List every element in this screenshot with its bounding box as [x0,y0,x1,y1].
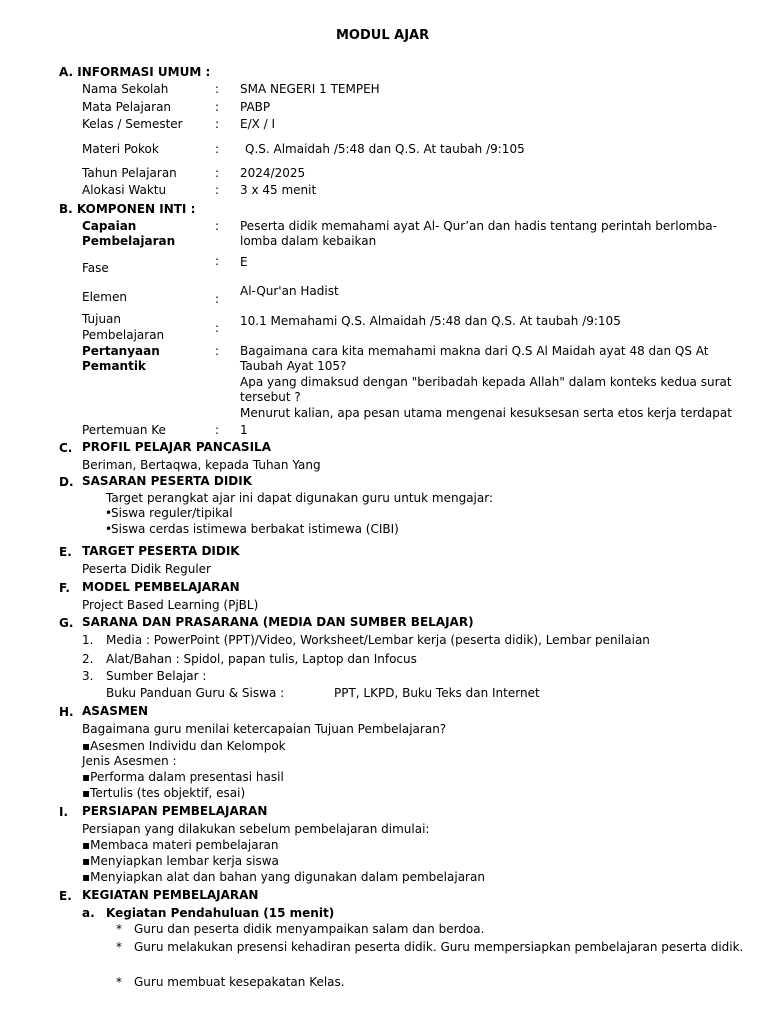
field-value: Q.S. Almaidah /5:48 dan Q.S. At taubah /9:105 [245,142,525,156]
field-colon: : [215,344,220,358]
list-number: 3. [82,669,94,683]
section-e-text: Peserta Didik Reguler [82,562,211,576]
field-colon: : [215,219,220,233]
field-label: Nama Sekolah [82,82,169,96]
sumber-value: PPT, LKPD, Buku Teks dan Internet [334,686,540,700]
elemen-value: Al-Qur'an Hadist [240,284,339,298]
section-b-heading: B. KOMPONEN INTI : [59,202,196,216]
tujuan-label: Tujuan [82,312,122,326]
capaian-value: lomba dalam kebaikan [240,234,377,248]
field-colon: : [215,100,220,114]
section-letter: I. [59,805,69,819]
section-letter: C. [59,441,73,455]
field-colon: : [215,292,220,306]
section-letter: D. [59,475,74,489]
field-value: SMA NEGERI 1 TEMPEH [240,82,380,96]
section-i-line: ▪Membaca materi pembelajaran [82,838,279,852]
pertemuan-value: 1 [240,423,248,437]
pertanyaan-value: tersebut ? [240,390,301,404]
section-letter: E. [59,545,72,559]
pertemuan-label: Pertemuan Ke [82,423,166,437]
section-f-heading: MODEL PEMBELAJARAN [82,580,240,594]
section-i-line: Persiapan yang dilakukan sebelum pembelajaran dimulai: [82,822,430,836]
field-colon: : [215,117,220,131]
list-item: Media : PowerPoint (PPT)/Video, Worksheet/Lembar kerja (peserta didik), Lembar penilaian [106,633,650,647]
section-c-heading: PROFIL PELAJAR PANCASILA [82,440,271,454]
tujuan-value: 10.1 Memahami Q.S. Almaidah /5:48 dan Q.S. At taubah /9:105 [240,314,621,328]
fase-label: Fase [82,261,109,275]
section-c-text: Beriman, Bertaqwa, kepada Tuhan Yang [82,458,321,472]
capaian-label: Pembelajaran [82,234,176,248]
field-colon: : [215,166,220,180]
section-i-heading: PERSIAPAN PEMBELAJARAN [82,804,268,818]
asterisk-icon: * [116,940,122,954]
pertanyaan-value: Menurut kalian, apa pesan utama mengenai kesuksesan serta etos kerja terdapat [240,406,732,420]
pertanyaan-value: Bagaimana cara kita memahami makna dari Q.S Al Maidah ayat 48 dan QS At [240,344,709,358]
list-item: Guru dan peserta didik menyampaikan salam dan berdoa. [134,922,485,936]
fase-value: E [240,255,248,269]
field-value: PABP [240,100,271,114]
field-value: 2024/2025 [240,166,306,180]
bullet-icon: • [105,506,113,520]
field-value: 3 x 45 menit [240,183,317,197]
asterisk-icon: * [116,922,122,936]
section-letter: G. [59,616,74,630]
tujuan-label: Pembelajaran [82,328,165,342]
list-item: Siswa cerdas istimewa berbakat istimewa (CIBI) [111,522,399,536]
section-letter: E. [59,889,72,903]
pertanyaan-value: Taubah Ayat 105? [240,359,347,373]
section-kegiatan-heading: KEGIATAN PEMBELAJARAN [82,888,259,902]
pertanyaan-label: Pertanyaan [82,344,160,358]
section-letter: H. [59,705,74,719]
field-colon: : [215,82,220,96]
section-g-heading: SARANA DAN PRASARANA (MEDIA DAN SUMBER BELAJAR) [82,615,474,629]
section-e-heading: TARGET PESERTA DIDIK [82,544,240,558]
section-h-line: ▪Performa dalam presentasi hasil [82,770,284,784]
pertanyaan-value: Apa yang dimaksud dengan "beribadah kepada Allah" dalam konteks kedua surat [240,375,732,389]
pertanyaan-label: Pemantik [82,359,146,373]
document-title: MODUL AJAR [336,28,430,43]
section-f-text: Project Based Learning (PjBL) [82,598,259,612]
field-colon: : [215,423,220,437]
bullet-icon: • [105,522,113,536]
field-colon: : [215,142,220,156]
field-label: Kelas / Semester [82,117,183,131]
list-number: 1. [82,633,94,647]
list-item: Guru membuat kesepakatan Kelas. [134,975,345,989]
field-value: E/X / I [240,117,276,131]
section-a-heading: A. INFORMASI UMUM : [59,65,211,79]
field-label: Materi Pokok [82,142,159,156]
field-label: Alokasi Waktu [82,183,167,197]
field-colon: : [215,183,220,197]
list-item: Siswa reguler/tipikal [111,506,233,520]
section-i-line: ▪Menyiapkan lembar kerja siswa [82,854,279,868]
elemen-label: Elemen [82,290,127,304]
field-label: Tahun Pelajaran [82,166,177,180]
section-h-line: ▪Asesmen Individu dan Kelompok [82,739,286,753]
section-d-heading: SASARAN PESERTA DIDIK [82,474,253,488]
list-item: Guru melakukan presensi kehadiran peserta didik. Guru mempersiapkan pembelajaran peserta didik. [134,940,744,954]
section-letter: F. [59,581,70,595]
field-colon: : [215,321,220,335]
field-label: Mata Pelajaran [82,100,172,114]
asterisk-icon: * [116,975,122,989]
list-item: Sumber Belajar : [106,669,207,683]
section-h-heading: ASASMEN [82,704,149,718]
section-i-line: ▪Menyiapkan alat dan bahan yang digunakan dalam pembelajaran [82,870,485,884]
field-colon: : [215,254,220,268]
list-number: 2. [82,652,94,666]
section-h-line: Jenis Asesmen : [82,754,177,768]
capaian-value: Peserta didik memahami ayat Al- Qur’an dan hadis tentang perintah berlomba- [240,219,717,233]
section-h-line: ▪Tertulis (tes objektif, esai) [82,786,246,800]
sub-letter: a. [82,906,95,920]
section-d-intro: Target perangkat ajar ini dapat digunakan guru untuk mengajar: [106,491,494,505]
list-item: Alat/Bahan : Spidol, papan tulis, Laptop dan Infocus [106,652,417,666]
section-h-line: Bagaimana guru menilai ketercapaian Tujuan Pembelajaran? [82,722,447,736]
capaian-label: Capaian [82,219,137,233]
sub-heading: Kegiatan Pendahuluan (15 menit) [106,906,335,920]
sumber-label: Buku Panduan Guru & Siswa : [106,686,285,700]
